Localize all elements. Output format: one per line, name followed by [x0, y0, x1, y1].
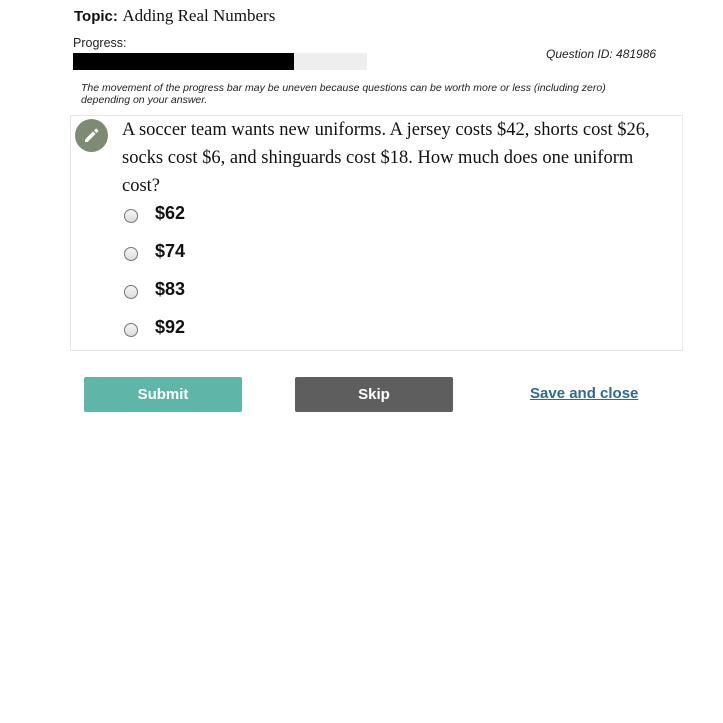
radio-button[interactable]: [124, 285, 138, 299]
skip-button[interactable]: Skip: [295, 377, 453, 412]
answer-option-label: $62: [155, 203, 186, 223]
progress-bar-fill: [73, 53, 294, 70]
progress-bar: [73, 53, 367, 70]
answer-option-label: $83: [155, 279, 186, 299]
radio-button[interactable]: [124, 209, 138, 223]
radio-button[interactable]: [124, 323, 138, 337]
save-and-close-link[interactable]: Save and close: [530, 385, 639, 402]
question-text: A soccer team wants new uniforms. A jersey costs $42, shorts cost $26, socks cost $6, and shinguards cost $18. How much does one uniform cost?: [122, 120, 650, 196]
topic-line: [74, 6, 275, 26]
progress-note: The movement of the progress bar may be uneven because questions can be worth more or less (including zero) depending on your answer.: [81, 82, 606, 106]
topic-label: Topic:: [74, 8, 118, 25]
topic-value: Adding Real Numbers: [122, 6, 276, 25]
radio-button[interactable]: [124, 247, 138, 261]
progress-label: Progress:: [73, 36, 127, 50]
submit-button[interactable]: Submit: [84, 377, 242, 412]
question-id: Question ID: 481986: [546, 47, 657, 61]
answer-option-label: $74: [155, 241, 186, 261]
answer-option-label: $92: [155, 317, 186, 337]
pencil-icon: [75, 119, 108, 152]
